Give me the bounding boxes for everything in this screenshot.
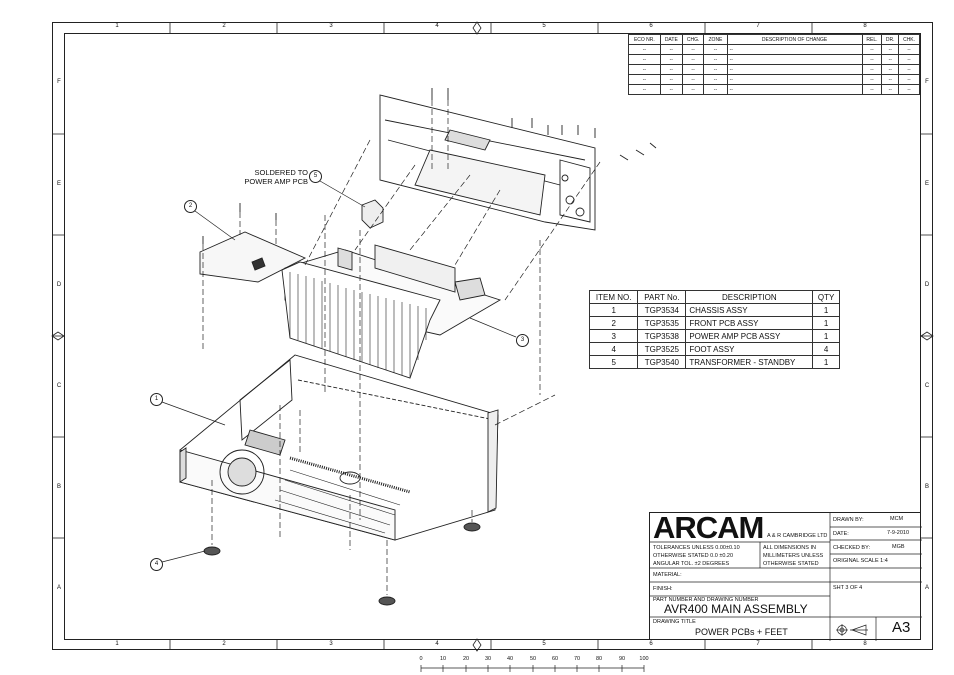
- sheet-number: SHT 3 OF 4: [833, 585, 863, 591]
- finish-label: FINISH:: [653, 586, 673, 592]
- eco-cell: --: [727, 55, 862, 65]
- zone-col-label: 1: [115, 641, 119, 647]
- tolerances-note: [653, 544, 740, 568]
- dimensions-line3: OTHERWISE STATED: [763, 561, 819, 567]
- eco-header: DESCRIPTION OF CHANGE: [727, 35, 862, 45]
- eco-cell: --: [862, 55, 882, 65]
- eco-cell: --: [899, 85, 920, 95]
- eco-cell: --: [727, 45, 862, 55]
- scale-label: 50: [529, 656, 537, 662]
- bom-description: POWER AMP PCB ASSY: [686, 330, 813, 343]
- zone-col-label: 7: [756, 641, 760, 647]
- bom-row: [590, 356, 840, 369]
- eco-cell: --: [660, 85, 682, 95]
- dimensions-note: [763, 544, 823, 568]
- eco-cell: --: [727, 85, 862, 95]
- bom-item-no: 4: [590, 343, 638, 356]
- eco-cell: --: [704, 85, 727, 95]
- eco-cell: --: [704, 45, 727, 55]
- zone-col-label: 4: [435, 23, 439, 29]
- bom-part-no: TGP3538: [638, 330, 686, 343]
- scale-bar: [415, 664, 655, 674]
- eco-cell: --: [882, 75, 899, 85]
- bom-qty: 1: [813, 356, 840, 369]
- bom-item-no: 5: [590, 356, 638, 369]
- eco-cell: --: [660, 55, 682, 65]
- bom-item-no: 1: [590, 304, 638, 317]
- eco-cell: --: [704, 75, 727, 85]
- tolerances-line1: TOLERANCES UNLESS 0.00±0.10: [653, 545, 740, 551]
- drawing-title: POWER PCBs + FEET: [695, 627, 788, 637]
- bom-row: [590, 343, 840, 356]
- zone-row-label: A: [924, 585, 929, 591]
- zone-col-label: 5: [542, 641, 546, 647]
- checked-by-label: CHECKED BY:: [833, 545, 870, 551]
- bom-part-no: TGP3534: [638, 304, 686, 317]
- drawn-by-value: MCM: [890, 516, 904, 522]
- scale-label: 60: [551, 656, 559, 662]
- scale-label: 0: [419, 656, 423, 662]
- zone-col-label: 4: [435, 641, 439, 647]
- bom-item-no: 3: [590, 330, 638, 343]
- zone-col-label: 3: [329, 23, 333, 29]
- eco-cell: --: [899, 65, 920, 75]
- zone-row-label: D: [56, 282, 62, 288]
- soldered-note: [236, 168, 308, 186]
- bom-row: [590, 317, 840, 330]
- dimensions-line2: MILLIMETERS UNLESS: [763, 553, 824, 559]
- scale-label: 10: [439, 656, 447, 662]
- bom-qty: 1: [813, 317, 840, 330]
- eco-cell: --: [629, 65, 661, 75]
- bom-part-no: TGP3525: [638, 343, 686, 356]
- part-number: AVR400 MAIN ASSEMBLY: [664, 602, 808, 616]
- zone-row-label: D: [924, 282, 930, 288]
- bom-qty: 4: [813, 343, 840, 356]
- balloon-3: 3: [516, 334, 529, 347]
- eco-cell: --: [882, 65, 899, 75]
- balloon-1: 1: [150, 393, 163, 406]
- arcam-logo: ARCAM: [653, 510, 764, 545]
- checked-by-value: MGB: [892, 544, 905, 550]
- eco-cell: --: [862, 85, 882, 95]
- zone-col-label: 3: [329, 641, 333, 647]
- zone-row-label: F: [925, 79, 929, 85]
- bom-header: ITEM NO.: [590, 291, 638, 304]
- eco-cell: --: [704, 55, 727, 65]
- zone-row-label: C: [56, 383, 62, 389]
- drawn-by-label: DRAWN BY:: [833, 517, 864, 523]
- bom-row: [590, 330, 840, 343]
- scale-label: 70: [573, 656, 581, 662]
- zone-row-label: B: [56, 484, 61, 490]
- drawing-title-label: DRAWING TITLE: [653, 619, 696, 625]
- date-value: 7-9-2010: [887, 530, 910, 536]
- tolerances-line2: OTHERWISE STATED 0.0 ±0.20: [653, 553, 734, 559]
- eco-cell: --: [862, 75, 882, 85]
- zone-col-label: 6: [649, 641, 653, 647]
- power-amp-pcb-part: [282, 245, 500, 378]
- eco-header: CHG.: [682, 35, 704, 45]
- original-scale: ORIGINAL SCALE 1:4: [833, 558, 888, 564]
- scale-label: 30: [484, 656, 492, 662]
- zone-col-label: 1: [115, 23, 119, 29]
- eco-cell: --: [882, 45, 899, 55]
- zone-col-label: 2: [222, 23, 226, 29]
- eco-cell: --: [629, 85, 661, 95]
- zone-row-label: F: [57, 79, 61, 85]
- scale-label: 100: [639, 656, 649, 662]
- eco-header: CHK.: [899, 35, 920, 45]
- eco-cell: --: [682, 65, 704, 75]
- part-number-label: PART NUMBER AND DRAWING NUMBER: [653, 597, 759, 603]
- projection-symbol-icon: [836, 623, 870, 637]
- zone-col-label: 8: [863, 641, 867, 647]
- screw-set-upper: [432, 88, 656, 160]
- eco-cell: --: [882, 55, 899, 65]
- eco-cell: --: [682, 85, 704, 95]
- dimensions-line1: ALL DIMENSIONS IN: [763, 545, 816, 551]
- eco-cell: --: [862, 45, 882, 55]
- zone-col-label: 7: [756, 23, 760, 29]
- zone-col-label: 5: [542, 23, 546, 29]
- bom-table: [589, 290, 840, 369]
- scale-label: 90: [618, 656, 626, 662]
- eco-header: ECO NR.: [629, 35, 661, 45]
- bom-row: [590, 304, 840, 317]
- company-name: A & R CAMBRIDGE LTD: [767, 533, 828, 539]
- eco-cell: --: [899, 45, 920, 55]
- eco-cell: --: [660, 65, 682, 75]
- tolerances-line3: ANGULAR TOL. ±2 DEGREES: [653, 561, 730, 567]
- eco-cell: --: [682, 75, 704, 85]
- zone-row-label: E: [56, 181, 61, 187]
- eco-cell: --: [882, 85, 899, 95]
- eco-cell: --: [862, 65, 882, 75]
- zone-row-label: A: [56, 585, 61, 591]
- scale-label: 20: [462, 656, 470, 662]
- date-label: DATE:: [833, 531, 849, 537]
- bom-description: FRONT PCB ASSY: [686, 317, 813, 330]
- eco-cell: --: [727, 75, 862, 85]
- feet-parts: [204, 523, 480, 605]
- scale-label: 80: [595, 656, 603, 662]
- bom-qty: 1: [813, 330, 840, 343]
- eco-cell: --: [682, 45, 704, 55]
- eco-cell: --: [682, 55, 704, 65]
- bom-part-no: TGP3535: [638, 317, 686, 330]
- bom-description: TRANSFORMER - STANDBY: [686, 356, 813, 369]
- bom-header-row: [590, 291, 840, 304]
- zone-col-label: 6: [649, 23, 653, 29]
- eco-header: DATE: [660, 35, 682, 45]
- title-block: [649, 512, 921, 640]
- bom-part-no: TGP3540: [638, 356, 686, 369]
- eco-cell: --: [629, 45, 661, 55]
- zone-row-label: E: [924, 181, 929, 187]
- eco-header: REL.: [862, 35, 882, 45]
- scale-label: 40: [506, 656, 514, 662]
- bom-qty: 1: [813, 304, 840, 317]
- eco-cell: --: [727, 65, 862, 75]
- material-label: MATERIAL:: [653, 572, 682, 578]
- balloon-2: 2: [184, 200, 197, 213]
- eco-header: ZONE: [704, 35, 727, 45]
- chassis-part: [180, 355, 498, 540]
- bom-header: PART No.: [638, 291, 686, 304]
- balloon-4: 4: [150, 558, 163, 571]
- eco-cell: --: [660, 75, 682, 85]
- front-panel-part: [380, 95, 595, 230]
- zone-row-label: B: [924, 484, 929, 490]
- standby-transformer-part: [362, 200, 383, 228]
- eco-cell: --: [660, 45, 682, 55]
- bom-header: DESCRIPTION: [686, 291, 813, 304]
- bom-item-no: 2: [590, 317, 638, 330]
- eco-cell: --: [629, 55, 661, 65]
- bom-description: FOOT ASSY: [686, 343, 813, 356]
- eco-cell: --: [899, 75, 920, 85]
- soldered-note-line2: POWER AMP PCB: [244, 177, 308, 186]
- bom-header: QTY: [813, 291, 840, 304]
- eco-header: DR.: [882, 35, 899, 45]
- eco-cell: --: [899, 55, 920, 65]
- zone-col-label: 8: [863, 23, 867, 29]
- eco-cell: --: [629, 75, 661, 85]
- balloon-5: 5: [309, 170, 322, 183]
- sheet-size: A3: [892, 619, 911, 636]
- zone-row-label: C: [924, 383, 930, 389]
- soldered-note-line1: SOLDERED TO: [254, 168, 308, 177]
- eco-cell: --: [704, 65, 727, 75]
- bom-description: CHASSIS ASSY: [686, 304, 813, 317]
- zone-col-label: 2: [222, 641, 226, 647]
